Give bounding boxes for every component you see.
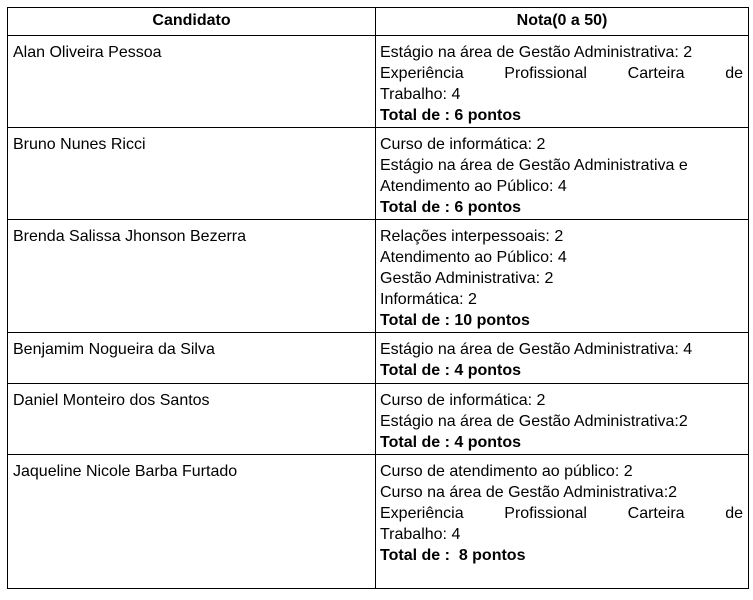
candidate-cell: [8, 384, 376, 455]
table-row: [8, 333, 749, 384]
grade-line: Trabalho: 4: [380, 526, 461, 543]
grade-line: Gestão Administrativa: 2: [380, 270, 554, 287]
candidate-name: Brenda Salissa Jhonson Bezerra: [13, 228, 247, 245]
grade-total: Total de : 4 pontos: [380, 434, 522, 451]
candidate-cell: [8, 333, 376, 384]
grade-line: Curso de informática: 2: [380, 136, 546, 153]
grade-line: Curso de informática: 2: [380, 392, 546, 409]
table-row: [8, 384, 749, 455]
grade-total: Total de : 6 pontos: [380, 199, 522, 216]
table-row: [8, 128, 749, 220]
candidate-name: Bruno Nunes Ricci: [13, 136, 146, 153]
candidate-cell: [8, 220, 376, 333]
table-row: [8, 220, 749, 333]
grade-total: Total de : 4 pontos: [380, 362, 522, 379]
grade-line: Informática: 2: [380, 291, 477, 308]
candidate-name: Daniel Monteiro dos Santos: [13, 392, 210, 409]
grade-line: Relações interpessoais: 2: [380, 228, 564, 245]
grade-cell: [376, 220, 749, 333]
grade-cell: [376, 333, 749, 384]
candidate-name: Jaqueline Nicole Barba Furtado: [13, 463, 238, 480]
header-candidate: Candidato: [8, 8, 376, 36]
grade-cell: [376, 128, 749, 220]
grade-line: Curso na área de Gestão Administrativa:2: [380, 484, 678, 501]
grade-line: Atendimento ao Público: 4: [380, 178, 567, 195]
grade-cell: [376, 455, 749, 589]
candidate-name: Benjamim Nogueira da Silva: [13, 341, 215, 358]
grade-line: Estágio na área de Gestão Administrativa e: [380, 157, 688, 174]
grade-total: Total de : 6 pontos: [380, 107, 522, 124]
table-row: [8, 36, 749, 128]
grade-line: Estágio na área de Gestão Administrativa: 4: [380, 341, 693, 358]
grade-cell: [376, 36, 749, 128]
candidate-name: Alan Oliveira Pessoa: [13, 44, 162, 61]
candidates-table: [7, 7, 749, 589]
grade-line: Estágio na área de Gestão Administrativa: 2: [380, 44, 693, 61]
grade-line: Curso de atendimento ao público: 2: [380, 463, 633, 480]
grade-line: Atendimento ao Público: 4: [380, 249, 567, 266]
grade-line: Experiência Profissional Carteira de: [380, 505, 743, 522]
table-row: [8, 455, 749, 589]
grade-line: Experiência Profissional Carteira de: [380, 65, 743, 82]
grade-cell: [376, 384, 749, 455]
grade-total: Total de : 10 pontos: [380, 312, 530, 329]
candidate-cell: [8, 36, 376, 128]
candidate-cell: [8, 128, 376, 220]
grade-line: Trabalho: 4: [380, 86, 461, 103]
grade-total: Total de : 8 pontos: [380, 547, 526, 564]
header-grade: Nota(0 a 50): [376, 8, 749, 36]
candidate-cell: [8, 455, 376, 589]
header-row: [8, 8, 749, 36]
grade-line: Estágio na área de Gestão Administrativa:2: [380, 413, 688, 430]
